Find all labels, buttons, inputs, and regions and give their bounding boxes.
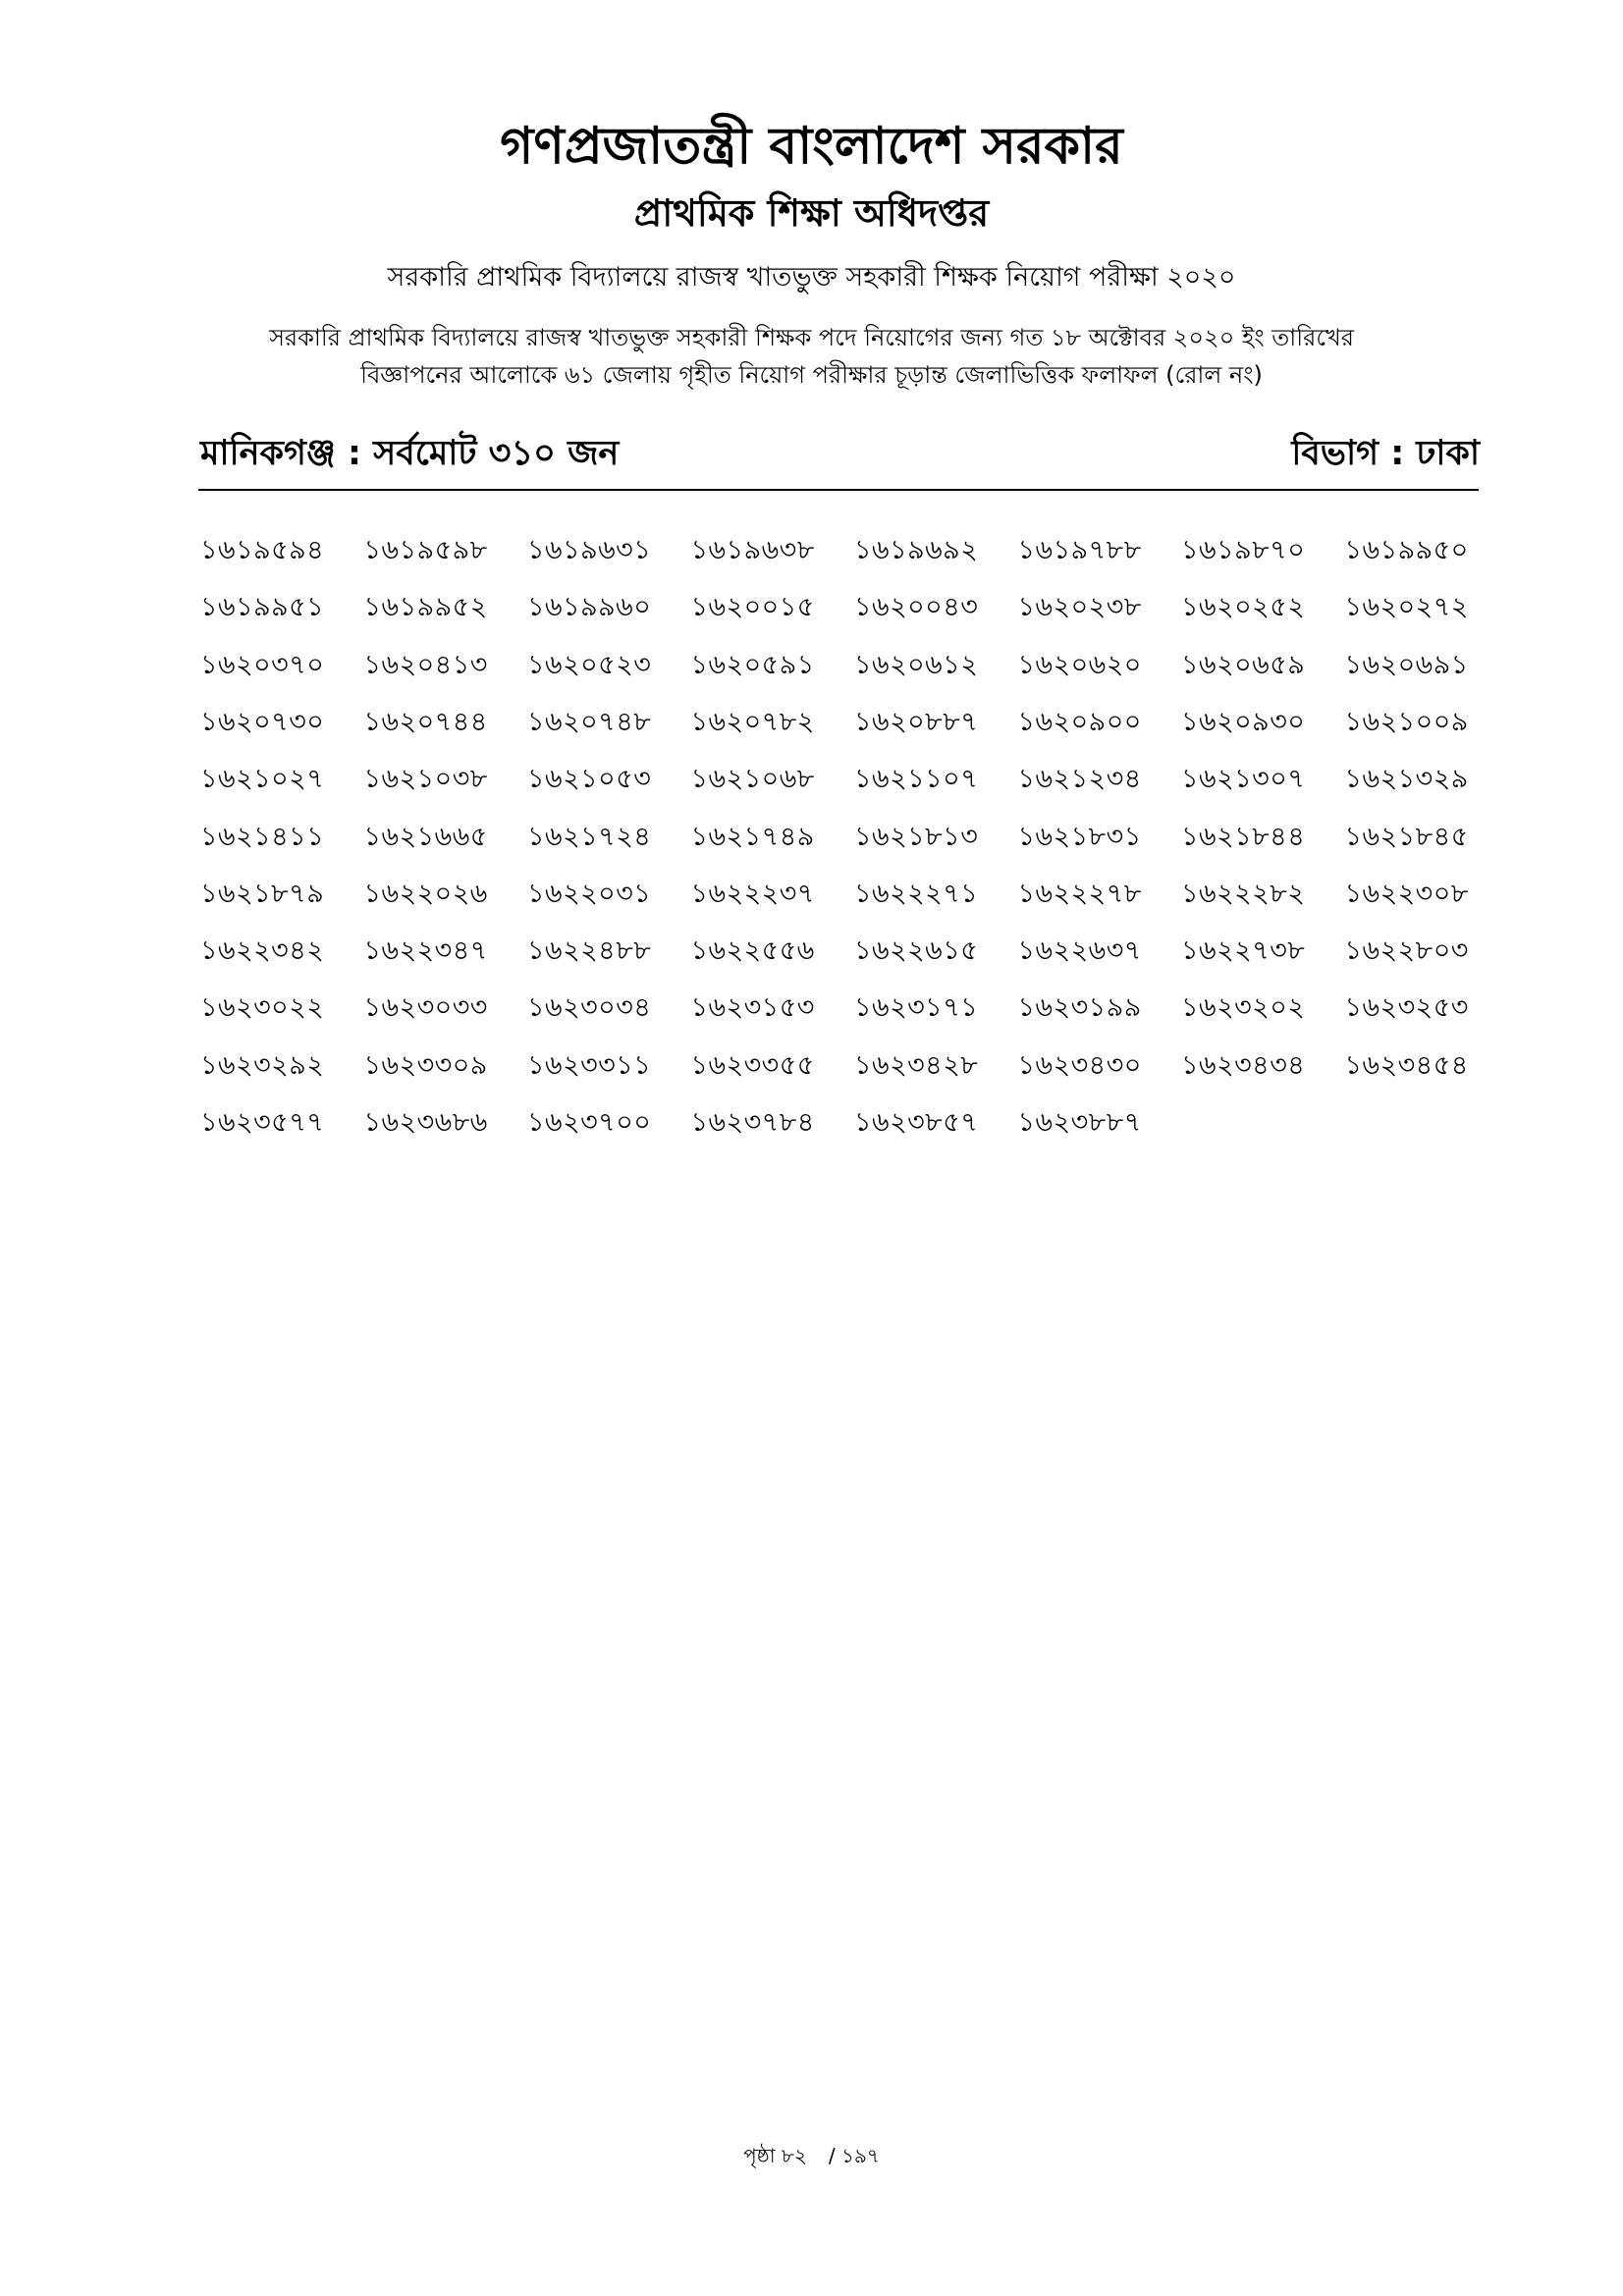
roll-number: ১৬২০৭৩০ (200, 706, 325, 737)
roll-number: ১৬১৯৫৯৮ (363, 535, 488, 565)
roll-number: ১৬২০৫৯১ (690, 649, 815, 680)
roll-number: ১৬২০৭৮২ (690, 706, 815, 737)
roll-number: ১৬২১০৫৩ (527, 764, 652, 795)
roll-number: ১৬২১০২৭ (200, 764, 325, 795)
roll-number: ১৬২২৪৮৮ (527, 935, 652, 967)
roll-number: ১৬২১২৩৪ (1017, 764, 1142, 795)
roll-number: ১৬২০৩৭০ (200, 649, 325, 680)
roll-number: ১৬২৩৭৮৪ (690, 1107, 815, 1138)
roll-number: ১৬২০৯৩০ (1181, 706, 1306, 737)
roll-number: ১৬২০৮৮৭ (854, 706, 979, 737)
roll-number: ১৬১৯৯৫২ (363, 592, 488, 623)
roll-number: ১৬২৩৪৩৪ (1181, 1049, 1306, 1081)
roll-number: ১৬১৯৭৮৮ (1017, 535, 1142, 565)
division-heading: বিভাগ : ঢাকা (1291, 434, 1480, 473)
roll-number: ১৬২২২৭৮ (1017, 878, 1142, 909)
roll-number: ১৬২২৭৩৮ (1181, 935, 1306, 967)
roll-number: ১৬২১৩২৯ (1344, 764, 1469, 795)
roll-number: ১৬২১০০৯ (1344, 706, 1469, 737)
roll-number: ১৬২২৬১৫ (854, 935, 979, 967)
roll-number: ১৬২৩২৯২ (200, 1049, 325, 1081)
notice-line-1: সরকারি প্রাথমিক বিদ্যালয়ে রাজস্ব খাতভুক্ত সহকারী শিক্ষক পদে নিয়োগের জন্য গত ১৮ অক্টোবর ২০২০ ইং তারিখের (269, 324, 1354, 351)
roll-number: ১৬২০৭৪৪ (363, 706, 488, 737)
department-title: প্রাথমিক শিক্ষা অধিদপ্তর (633, 191, 990, 235)
roll-number: ১৬২১৪১১ (200, 821, 325, 852)
roll-number: ১৬২১৮৪৪ (1181, 821, 1306, 852)
roll-number: ১৬২১৭৪৯ (690, 821, 815, 852)
roll-number: ১৬২০৫২৩ (527, 649, 652, 680)
roll-number: ১৬২০৪১৩ (363, 649, 488, 680)
roll-number: ১৬২৩৪৩০ (1017, 1049, 1142, 1081)
roll-number: ১৬২৩০৩৩ (363, 992, 488, 1024)
roll-number: ১৬২১৮৩১ (1017, 821, 1142, 852)
roll-number: ১৬২২৩৪৭ (363, 935, 488, 967)
roll-number: ১৬২৩৬৮৬ (363, 1107, 488, 1138)
roll-number: ১৬২২২৩৭ (690, 878, 815, 909)
roll-number: ১৬২১৮৪৫ (1344, 821, 1469, 852)
roll-number: ১৬২০০৪৩ (854, 592, 979, 623)
roll-number: ১৬২০৭৪৮ (527, 706, 652, 737)
roll-number: ১৬২৩৪৫৪ (1344, 1049, 1469, 1081)
roll-number: ১৬২৩৮৫৭ (854, 1107, 979, 1138)
roll-number: ১৬২০০১৫ (690, 592, 815, 623)
district-total-heading: মানিকগঞ্জ : সর্বমোট ৩১০ জন (200, 434, 620, 473)
roll-number: ১৬২০২৫২ (1181, 592, 1306, 623)
roll-number: ১৬২১৩০৭ (1181, 764, 1306, 795)
roll-number: ১৬২৩০২২ (200, 992, 325, 1024)
roll-number: ১৬২২০২৬ (363, 878, 488, 909)
exam-title: সরকারি প্রাথমিক বিদ্যালয়ে রাজস্ব খাতভুক্ত সহকারী শিক্ষক নিয়োগ পরীক্ষা ২০২০ (387, 262, 1236, 293)
roll-number: ১৬১৯৫৯৪ (200, 535, 325, 565)
roll-number: ১৬২২৬৩৭ (1017, 935, 1142, 967)
roll-number: ১৬২০২৭২ (1344, 592, 1469, 623)
page-number: পৃষ্ঠা ৮২ (743, 2144, 807, 2167)
roll-number: ১৬২১০৩৮ (363, 764, 488, 795)
roll-number: ১৬২২২৮২ (1181, 878, 1306, 909)
roll-number: ১৬১৯৯৫১ (200, 592, 325, 623)
roll-number: ১৬২৩১৯৯ (1017, 992, 1142, 1024)
roll-number: ১৬২৩৩৫৫ (690, 1049, 815, 1081)
roll-number: ১৬২৩১৫৩ (690, 992, 815, 1024)
roll-number: ১৬২৩৫৭৭ (200, 1107, 325, 1138)
roll-number: ১৬২৩০৩৪ (527, 992, 652, 1024)
notice-line-2: বিজ্ঞাপনের আলোকে ৬১ জেলায় গৃহীত নিয়োগ পরীক্ষার চূড়ান্ত জেলাভিত্তিক ফলাফল (রোল নং) (360, 361, 1263, 389)
roll-number: ১৬২৩১৭১ (854, 992, 979, 1024)
roll-number: ১৬২৩৪২৮ (854, 1049, 979, 1081)
roll-number: ১৬২৩২০২ (1181, 992, 1306, 1024)
roll-number: ১৬২২৩০৮ (1344, 878, 1469, 909)
roll-number: ১৬২৩২৫৩ (1344, 992, 1469, 1024)
roll-number: ১৬২০২৩৮ (1017, 592, 1142, 623)
roll-number: ১৬২১৬৬৫ (363, 821, 488, 852)
roll-number: ১৬১৯৬৯২ (854, 535, 979, 565)
roll-number: ১৬২২০৩১ (527, 878, 652, 909)
roll-number: ১৬২২২৭১ (854, 878, 979, 909)
roll-number: ১৬১৯৮৭০ (1181, 535, 1306, 565)
roll-number: ১৬২০৬২০ (1017, 649, 1142, 680)
roll-number: ১৬২১৮৭৯ (200, 878, 325, 909)
roll-number: ১৬২০৬৫৯ (1181, 649, 1306, 680)
page-footer (0, 2142, 1623, 2174)
header-divider (198, 489, 1479, 491)
roll-number: ১৬২১৮১৩ (854, 821, 979, 852)
roll-number: ১৬২০৬৯১ (1344, 649, 1469, 680)
roll-number: ১৬২৩৮৮৭ (1017, 1107, 1142, 1138)
roll-number: ১৬২২৩৪২ (200, 935, 325, 967)
roll-number: ১৬২১৭২৪ (527, 821, 652, 852)
roll-number: ১৬২২৫৫৬ (690, 935, 815, 967)
roll-number: ১৬২২৮০৩ (1344, 935, 1469, 967)
roll-number: ১৬২১১০৭ (854, 764, 979, 795)
government-title: গণপ্রজাতন্ত্রী বাংলাদেশ সরকার (500, 117, 1123, 176)
roll-number: ১৬১৯৬৩৮ (690, 535, 815, 565)
roll-number: ১৬২০৯০০ (1017, 706, 1142, 737)
roll-number: ১৬১৯৬৩১ (527, 535, 652, 565)
roll-number: ১৬২০৬১২ (854, 649, 979, 680)
roll-number: ১৬১৯৯৬০ (527, 592, 652, 623)
page-total: / ১৯৭ (828, 2144, 880, 2167)
roll-number: ১৬২১০৬৮ (690, 764, 815, 795)
roll-number: ১৬১৯৯৫০ (1344, 535, 1469, 565)
roll-number: ১৬২৩৭০০ (527, 1107, 652, 1138)
roll-number: ১৬২৩৩০৯ (363, 1049, 488, 1081)
roll-number: ১৬২৩৩১১ (527, 1049, 652, 1081)
